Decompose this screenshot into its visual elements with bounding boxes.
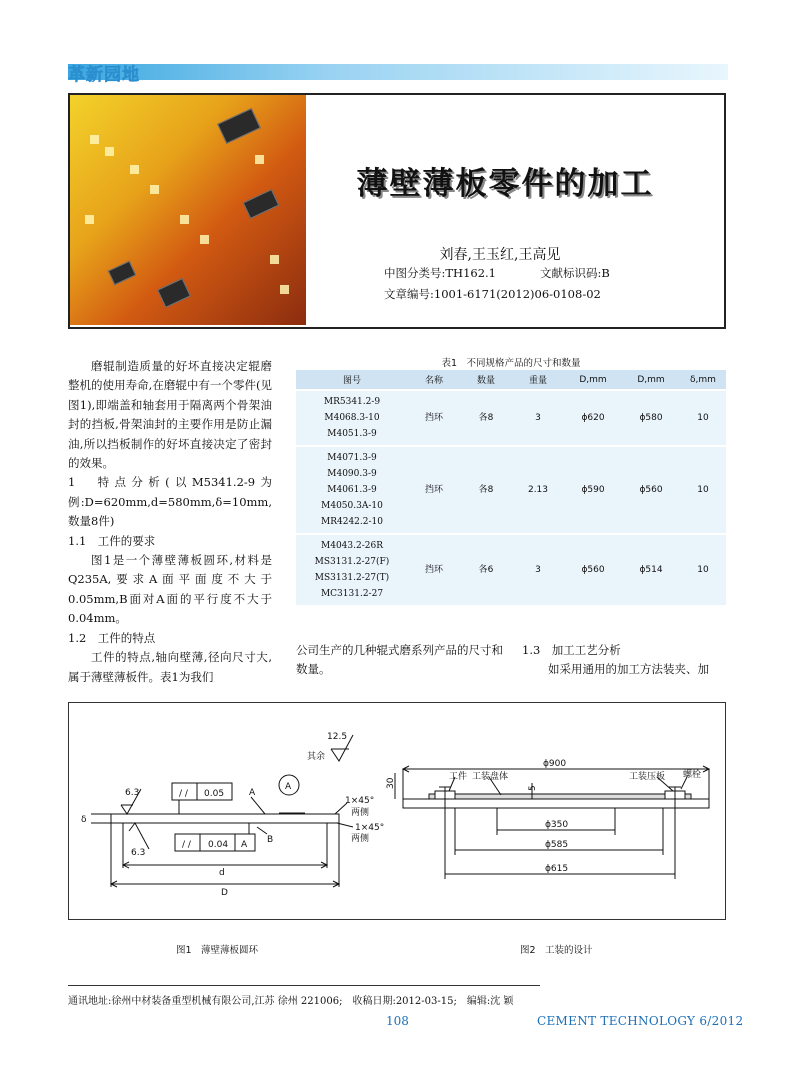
cell-name: 挡环: [408, 390, 460, 446]
label-workpiece: 工件: [449, 772, 468, 782]
spec-table: [296, 370, 726, 605]
flatness-value: 0.05: [204, 789, 225, 799]
table-row: [296, 534, 726, 605]
part-number: M4061.3-9: [327, 485, 377, 495]
table-header: D,mm: [564, 370, 622, 390]
flatness-symbol: / /: [179, 789, 188, 799]
figure-box: [68, 702, 726, 920]
header-bar: [68, 64, 728, 80]
section-heading-1: 1 特点分析(以M5341.2-9为例:D=620mm,d=580mm,δ=10mm,数量8件): [68, 475, 272, 529]
roughness-top: 6.3: [125, 788, 140, 798]
outer-diameter-label: D: [221, 888, 228, 898]
cell-weight: 3: [512, 534, 564, 605]
parallel-datum: A: [241, 840, 248, 850]
detail-label: A: [285, 782, 292, 792]
table-header: δ,mm: [680, 370, 726, 390]
part-number: M4051.3-9: [327, 429, 377, 439]
part-number: M4090.3-9: [327, 469, 377, 479]
table-header: 名称: [408, 370, 460, 390]
paragraph-process: 如采用通用的加工方法装夹、加: [548, 662, 709, 676]
clc-number: 中图分类号:TH162.1: [384, 266, 496, 280]
footer-rule: [68, 985, 540, 986]
cell-d2: ϕ514: [622, 534, 680, 605]
figure1-caption: 图1 薄壁薄板圆环: [176, 945, 259, 956]
section-label: 革新园地: [68, 65, 140, 85]
paragraph-features: 工件的特点,轴向壁薄,径向尺寸大,属于薄壁薄板件。表1为我们: [68, 650, 272, 684]
cell-weight: 3: [512, 390, 564, 446]
cell-weight: 2.13: [512, 446, 564, 534]
table-header: 重量: [512, 370, 564, 390]
cell-qty: 各6: [460, 534, 512, 605]
table-row: [296, 390, 726, 446]
page-number: 108: [386, 1014, 409, 1028]
cell-delta: 10: [680, 446, 726, 534]
cell-d1: ϕ620: [564, 390, 622, 446]
dim-phi350: ϕ350: [545, 820, 569, 830]
part-number: M4043.2-26R: [321, 541, 383, 551]
inner-diameter-label: d: [219, 868, 225, 878]
both-sides-1: 两侧: [351, 808, 370, 818]
section-heading-1-1: 1.1 工件的要求: [68, 533, 156, 548]
authors: 刘春,王玉红,王高见: [439, 247, 561, 263]
cell-d2: ϕ580: [622, 390, 680, 446]
table-caption: 表1 不同规格产品的尺寸和数量: [441, 358, 581, 369]
dim-30: 30: [386, 777, 396, 789]
paragraph-features-cont: 公司生产的几种辊式磨系列产品的尺寸和数量。: [296, 643, 503, 676]
table-header: 数量: [460, 370, 512, 390]
body-column-left: [68, 357, 272, 687]
roughness-value: 12.5: [327, 732, 348, 742]
section-heading-1-2: 1.2 工件的特点: [68, 630, 156, 645]
table-header: D,mm: [622, 370, 680, 390]
cell-name: 挡环: [408, 446, 460, 534]
surface-a-label: A: [249, 788, 256, 798]
article-title: 薄壁薄板零件的加工: [356, 166, 654, 202]
paragraph-requirements: 图1是一个薄壁薄板圆环,材料是Q235A,要求A面平面度不大于0.05mm,B面对A面的平行度不大于0.04mm。: [68, 553, 272, 626]
table-header: 图号: [296, 370, 408, 390]
part-number: MC3131.2-27: [320, 589, 384, 599]
part-numbers-cell: [296, 446, 408, 534]
cell-d1: ϕ560: [564, 534, 622, 605]
part-number: M4068.3-10: [324, 413, 380, 423]
paragraph-intro: 磨辊制造质量的好坏直接决定辊磨整机的使用寿命,在磨辊中有一个零件(见图1),即端盖和轴套用于隔离两个骨架油封的挡板,骨架油封的主要作用是防止漏油,所以挡板制作的好坏直接决定了密封的效果。: [68, 359, 272, 471]
chamfer-1: 1×45°: [345, 796, 375, 806]
dim-phi615: ϕ615: [545, 864, 569, 874]
part-number: M4050.3A-10: [321, 501, 383, 511]
chamfer-2: 1×45°: [355, 823, 385, 833]
part-number: MS3131.2-27(T): [314, 573, 390, 583]
cell-d2: ϕ560: [622, 446, 680, 534]
label-bolt: 螺栓: [683, 770, 702, 780]
cell-delta: 10: [680, 534, 726, 605]
dim-phi900: ϕ900: [543, 759, 567, 769]
part-number: M4071.3-9: [327, 453, 377, 463]
figures-drawing: [69, 703, 725, 919]
cell-delta: 10: [680, 390, 726, 446]
part-number: MR4242.2-10: [321, 517, 383, 527]
part-number: MR5341.2-9: [323, 397, 381, 407]
roughness-other-label: 其余: [307, 752, 326, 762]
cell-qty: 各8: [460, 390, 512, 446]
section-heading-1-3: 1.3 加工工艺分析: [522, 643, 621, 657]
surface-b-label: B: [267, 835, 274, 845]
figure2-annotations: [386, 759, 701, 874]
part-number: MS3131.2-27(F): [314, 557, 390, 567]
figure2-caption: 图2 工装的设计: [520, 945, 593, 956]
cell-qty: 各8: [460, 446, 512, 534]
dim-phi585: ϕ585: [545, 840, 569, 850]
label-clamp: 工装压板: [629, 772, 666, 782]
title-illustration: [70, 95, 306, 325]
document-code: 文献标识码:B: [540, 266, 610, 280]
parallel-value: 0.04: [208, 840, 229, 850]
cell-name: 挡环: [408, 534, 460, 605]
delta-label: δ: [81, 815, 87, 825]
footer-address: 通讯地址:徐州中材装备重型机械有限公司,江苏 徐州 221006; 收稿日期:2012-03-15; 编辑:沈 颖: [68, 996, 514, 1007]
roughness-bottom: 6.3: [131, 848, 146, 858]
part-numbers-cell: [296, 390, 408, 446]
article-number: 文章编号:1001-6171(2012)06-0108-02: [384, 287, 601, 301]
label-chuck: 工装盘体: [472, 772, 509, 782]
dim-5: 5: [528, 785, 538, 791]
cell-d1: ϕ590: [564, 446, 622, 534]
parallel-symbol: / /: [182, 840, 191, 850]
both-sides-2: 两侧: [351, 834, 370, 844]
table-row: [296, 446, 726, 534]
part-numbers-cell: [296, 534, 408, 605]
journal-name: CEMENT TECHNOLOGY 6/2012: [537, 1014, 744, 1028]
